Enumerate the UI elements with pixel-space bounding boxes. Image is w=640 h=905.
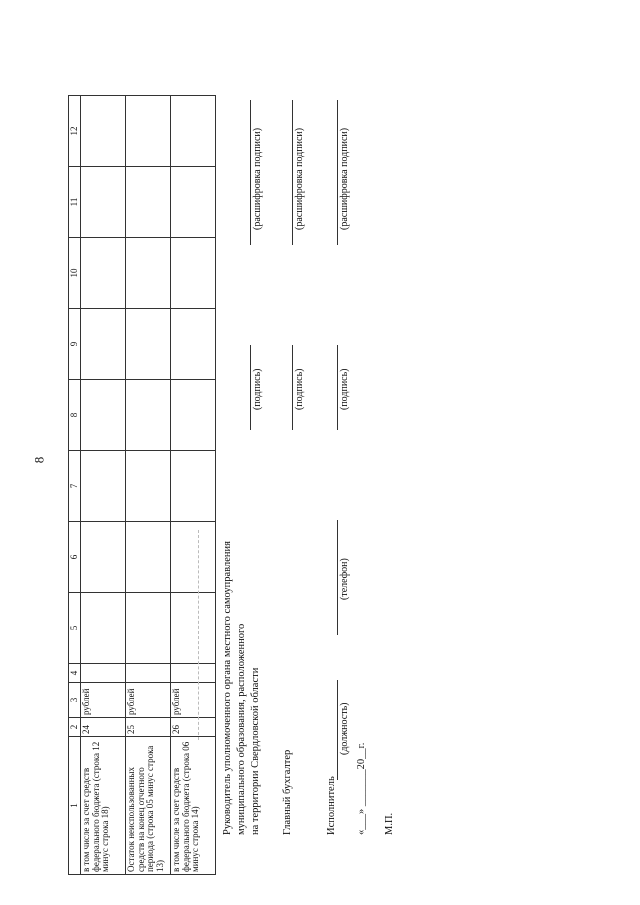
table-cell xyxy=(171,238,216,309)
head-signature-caption: (подпись) xyxy=(252,368,263,410)
row-code: 26 xyxy=(171,718,216,737)
table-cell xyxy=(81,451,126,522)
table-cell xyxy=(171,380,216,451)
row-unit: рублей xyxy=(81,683,126,718)
table-cell xyxy=(171,593,216,664)
row-code: 25 xyxy=(126,718,171,737)
table-cell xyxy=(171,167,216,238)
table-cell xyxy=(126,664,171,683)
chief-accountant-label: Главный бухгалтер xyxy=(282,749,293,835)
table-cell xyxy=(81,664,126,683)
chief-decryption-line xyxy=(292,100,293,245)
table-cell xyxy=(81,309,126,380)
header-col-2: 2 xyxy=(69,718,81,737)
header-col-4: 4 xyxy=(69,664,81,683)
executor-signature-line xyxy=(337,345,338,430)
table-cell xyxy=(171,664,216,683)
table-row xyxy=(126,96,171,875)
phone-caption: (телефон) xyxy=(339,558,350,600)
table-cell xyxy=(126,167,171,238)
table-cell xyxy=(171,309,216,380)
table-cell xyxy=(171,96,216,167)
head-decryption-line xyxy=(250,100,251,245)
date-field: «___» _______20__г. xyxy=(356,742,367,835)
row-unit: рублей xyxy=(171,683,216,718)
executor-decryption-caption: (расшифровка подписи) xyxy=(339,127,350,230)
table-cell xyxy=(126,522,171,593)
header-col-10: 10 xyxy=(69,238,81,309)
row-description: в том числе за счет средств федерального бюджета (строка 06 минус строка 14) xyxy=(171,737,216,875)
row-code: 24 xyxy=(81,718,126,737)
executor-decryption-line xyxy=(337,100,338,245)
table-cell xyxy=(126,451,171,522)
row-description: в том числе за счет средств федерального бюджета (строка 12 минус строка 18) xyxy=(81,737,126,875)
table-cell xyxy=(81,238,126,309)
header-col-1: 1 xyxy=(69,737,81,875)
head-title-line2: муниципального образования, расположенного xyxy=(236,623,247,835)
table-cell xyxy=(126,380,171,451)
table-row xyxy=(81,96,126,875)
header-col-9: 9 xyxy=(69,309,81,380)
header-col-11: 11 xyxy=(69,167,81,238)
table-cell xyxy=(126,309,171,380)
row-description: Остаток неиспользованных средств на конец отчетного периода (строка 05 минус строка 13) xyxy=(126,737,171,875)
stamp-label: М.П. xyxy=(384,812,395,835)
table-cell xyxy=(81,380,126,451)
header-col-6: 6 xyxy=(69,522,81,593)
table-cell xyxy=(126,593,171,664)
dashed-divider xyxy=(198,530,199,740)
table-header-row xyxy=(69,96,81,875)
chief-signature-line xyxy=(292,345,293,430)
position-caption: (должность) xyxy=(339,702,350,755)
head-signature-line xyxy=(250,345,251,430)
table-cell xyxy=(81,96,126,167)
page-number: 8 xyxy=(31,456,47,464)
header-col-7: 7 xyxy=(69,451,81,522)
table-cell xyxy=(81,167,126,238)
header-col-3: 3 xyxy=(69,683,81,718)
chief-decryption-caption: (расшифровка подписи) xyxy=(294,127,305,230)
head-decryption-caption: (расшифровка подписи) xyxy=(252,127,263,230)
row-unit: рублей xyxy=(126,683,171,718)
table-row xyxy=(171,96,216,875)
table-cell xyxy=(81,593,126,664)
header-col-5: 5 xyxy=(69,593,81,664)
table-cell xyxy=(126,238,171,309)
head-title-line3: на территории Свердловской области xyxy=(250,667,261,835)
executor-label: Исполнитель xyxy=(326,776,337,835)
chief-signature-caption: (подпись) xyxy=(294,368,305,410)
executor-signature-caption: (подпись) xyxy=(339,368,350,410)
table-cell xyxy=(171,522,216,593)
table-cell xyxy=(81,522,126,593)
head-title-line1: Руководитель уполномоченного органа местного самоуправления xyxy=(222,541,233,835)
header-col-12: 12 xyxy=(69,96,81,167)
table-cell xyxy=(126,96,171,167)
executor-phone-line xyxy=(337,520,338,635)
table-cell xyxy=(171,451,216,522)
executor-position-line xyxy=(337,680,338,780)
report-table xyxy=(68,95,216,875)
header-col-8: 8 xyxy=(69,380,81,451)
